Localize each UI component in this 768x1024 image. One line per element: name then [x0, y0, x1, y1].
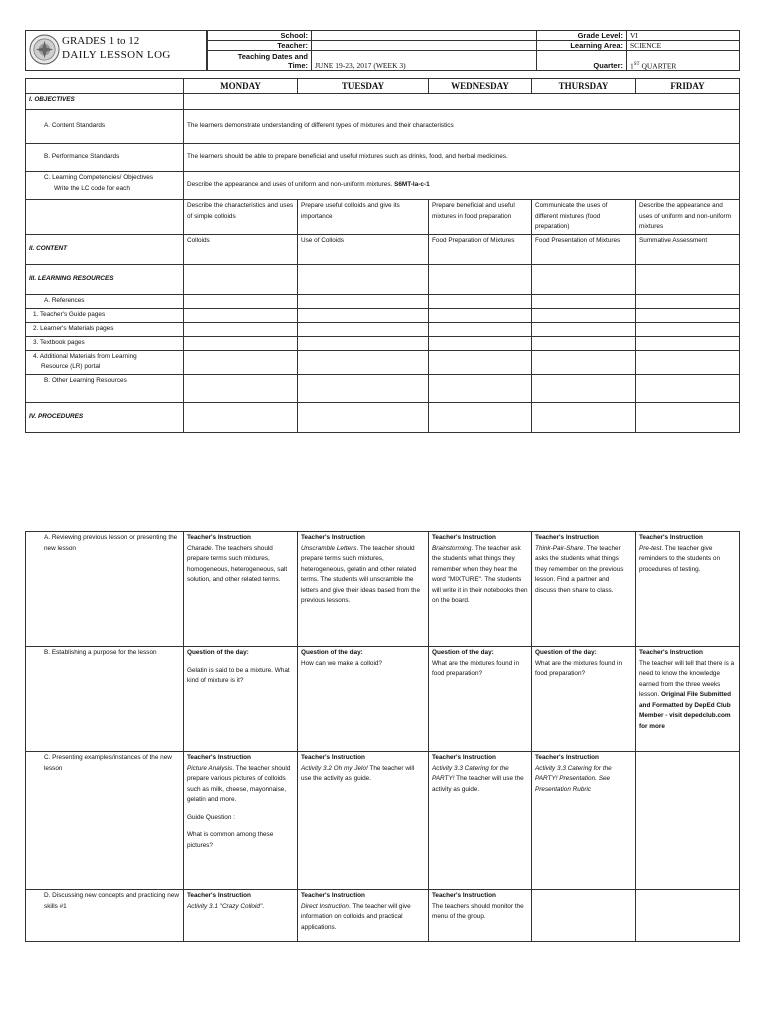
- daily-objective-blank: [26, 200, 184, 235]
- content-standards-label-text: A. Content Standards: [44, 122, 106, 130]
- procedure-b-label: B. Establishing a purpose for the lesson: [26, 647, 184, 752]
- tg-cell-mon: [184, 308, 298, 322]
- teacher-field[interactable]: [312, 41, 537, 51]
- qotd-label: Question of the day:: [301, 649, 363, 656]
- procedure-c-thu-em: Activity 3.3 Catering for the PARTY! Presentation. See Presentation Rubric: [535, 764, 612, 793]
- lm-cell-wed: [429, 322, 532, 336]
- procedure-d-tue-em: Direct Instruction: [301, 902, 349, 910]
- procedure-b-tue-text: How can we make a colloid?: [301, 659, 382, 667]
- procedures-heading-text: IV. PROCEDURES: [29, 412, 84, 420]
- quarter-label-text: Quarter:: [593, 61, 623, 70]
- school-label: School:: [208, 31, 312, 41]
- procedure-b-thursday: [532, 647, 636, 752]
- procedure-a-wed-text: . The teacher ask the students what things they remember when they hear the word "MIXTURE". The students will write it in their notebooks then on the board.: [432, 544, 528, 604]
- textbook-cell-thu: [532, 336, 636, 350]
- procedure-row-b: [26, 647, 740, 752]
- procedure-a-fri-text: . The teacher give reminders to the students on procedures of testing.: [639, 544, 720, 573]
- textbook-cell-tue: [298, 336, 429, 350]
- spacer: [187, 823, 294, 830]
- content-heading-text: II. CONTENT: [29, 244, 67, 252]
- references-cell-wed: [429, 294, 532, 308]
- logo-box: [25, 30, 207, 71]
- ti-label: Teacher's Instruction: [639, 534, 703, 541]
- spacer: [187, 806, 294, 813]
- procedure-a-friday: [636, 532, 740, 647]
- procedures-heading: [26, 402, 184, 432]
- other-cell-thu: [532, 374, 636, 402]
- ti-label: Teacher's Instruction: [432, 754, 496, 761]
- procedures-cell-tue: [298, 402, 429, 432]
- lm-cell-thu: [532, 322, 636, 336]
- procedure-row-a: [26, 532, 740, 647]
- header-info-table: [207, 30, 740, 71]
- additional-materials-line1: 4. Additional Materials from Learning: [33, 352, 137, 360]
- procedures-cell-thu: [532, 402, 636, 432]
- procedure-b-wednesday: [429, 647, 532, 752]
- content-tuesday: Use of Colloids: [298, 234, 429, 264]
- procedure-d-monday: [184, 890, 298, 942]
- additional-cell-mon: [184, 350, 298, 374]
- competencies-label: [26, 172, 184, 200]
- ti-label: Teacher's Instruction: [301, 534, 365, 541]
- deped-club-note: Original File Submitted and Formatted by DepEd Club Member - visit depedclub.com for more: [639, 691, 731, 730]
- day-monday: MONDAY: [184, 79, 298, 94]
- procedure-d-label: D. Discussing new concepts and practicing new skills #1: [26, 890, 184, 942]
- guide-question-text: What is common among these pictures?: [187, 831, 274, 849]
- day-tuesday: TUESDAY: [298, 79, 429, 94]
- procedure-d-tue-text: . The teacher will give information on colloids and practical applications.: [301, 902, 411, 931]
- procedures-cell-wed: [429, 402, 532, 432]
- procedure-d-mon-text: .: [262, 902, 264, 910]
- additional-cell-thu: [532, 350, 636, 374]
- lesson-plan-table-top: [25, 78, 740, 433]
- qotd-label: Question of the day:: [187, 649, 249, 656]
- ti-label: Teacher's Instruction: [639, 649, 703, 656]
- objectives-blank: [184, 94, 740, 110]
- learning-area-label: Learning Area:: [537, 41, 627, 51]
- procedure-c-wednesday: [429, 752, 532, 890]
- procedure-d-tuesday: [298, 890, 429, 942]
- textbook-pages-label: 3. Textbook pages: [26, 336, 184, 350]
- other-cell-tue: [298, 374, 429, 402]
- quarter-sup: ST: [633, 61, 640, 67]
- additional-materials-line2: Resource (LR) portal: [41, 363, 101, 370]
- procedure-c-tue-text: The teacher will use the activity as guide.: [301, 764, 415, 782]
- lm-cell-tue: [298, 322, 429, 336]
- qotd-label: Question of the day:: [432, 649, 494, 656]
- performance-standards-text: [184, 144, 740, 172]
- dates-label: [208, 51, 312, 71]
- content-thursday: Food Presentation of Mixtures: [532, 234, 636, 264]
- grade-level-field[interactable]: VI: [627, 31, 740, 41]
- deped-seal-icon: [29, 34, 60, 65]
- objective-thursday: Communicate the uses of different mixtures (food preparation): [532, 200, 636, 235]
- procedure-a-thu-em: Think-Pair-Share: [535, 544, 584, 552]
- procedure-d-mon-em: Activity 3.1 "Crazy Colloid": [187, 902, 263, 910]
- procedure-a-thursday: [532, 532, 636, 647]
- references-cell-thu: [532, 294, 636, 308]
- resources-cell-fri: [636, 264, 740, 294]
- school-field[interactable]: [312, 31, 537, 41]
- day-header-row: [26, 79, 740, 94]
- quarter-text: QUARTER: [639, 61, 677, 70]
- tg-cell-fri: [636, 308, 740, 322]
- competencies-label-line1: C. Learning Competencies/ Objectives: [44, 174, 154, 181]
- ti-label: Teacher's Instruction: [432, 892, 496, 899]
- lm-cell-fri: [636, 322, 740, 336]
- day-wednesday: WEDNESDAY: [429, 79, 532, 94]
- resources-cell-thu: [532, 264, 636, 294]
- procedure-a-tue-text: . The teacher should prepare terms such mixtures, heterogeneous, gelatin and other related terms. The students will unscramble the letters and give their ideas based from the previous lessons.: [301, 544, 421, 604]
- content-standards-label: [26, 110, 184, 144]
- ti-label: Teacher's Instruction: [432, 534, 496, 541]
- resources-cell-tue: [298, 264, 429, 294]
- day-thursday: THURSDAY: [532, 79, 636, 94]
- procedure-a-thu-text: . The teacher asks the students what things they remember on the previous lesson. Find a partner and discuss then share to class.: [535, 544, 624, 594]
- procedure-row-d: [26, 890, 740, 942]
- spacer: [187, 659, 294, 666]
- procedure-a-mon-text: . The teachers should prepare terms such mixtures, homogeneous, heterogeneous, salt solution, and other related terms.: [187, 544, 288, 583]
- resources-cell-wed: [429, 264, 532, 294]
- procedure-c-friday: [636, 752, 740, 890]
- procedure-d-wed-text: The teachers should monitor the menu of the group.: [432, 902, 524, 920]
- other-cell-fri: [636, 374, 740, 402]
- tg-pages-label: 1. Teacher's Guide pages: [26, 308, 184, 322]
- additional-cell-wed: [429, 350, 532, 374]
- additional-cell-tue: [298, 350, 429, 374]
- form-title-line2: DAILY LESSON LOG: [62, 49, 171, 61]
- textbook-cell-wed: [429, 336, 532, 350]
- competencies-text: [184, 172, 740, 200]
- objectives-heading: I. OBJECTIVES: [26, 94, 184, 110]
- competencies-label-line2: Write the LC code for each: [54, 184, 130, 192]
- tg-cell-tue: [298, 308, 429, 322]
- day-friday: FRIDAY: [636, 79, 740, 94]
- ti-label: Teacher's Instruction: [187, 892, 251, 899]
- dates-label-line1: Teaching Dates and: [237, 51, 308, 61]
- competencies-value: Describe the appearance and uses of uniform and non-uniform mixtures.: [187, 181, 393, 189]
- textbook-cell-fri: [636, 336, 740, 350]
- ti-label: Teacher's Instruction: [535, 754, 599, 761]
- content-wednesday: Food Preparation of Mixtures: [429, 234, 532, 264]
- objective-friday: Describe the appearance and uses of uniform and non-uniform mixtures: [636, 200, 740, 235]
- procedure-row-c: [26, 752, 740, 890]
- procedure-a-monday: [184, 532, 298, 647]
- grade-level-label: Grade Level:: [537, 31, 627, 41]
- form-title-line1: GRADES 1 to 12: [62, 35, 140, 47]
- tg-cell-wed: [429, 308, 532, 322]
- procedure-d-thursday: [532, 890, 636, 942]
- procedure-a-wednesday: [429, 532, 532, 647]
- resources-heading-text: III. LEARNING RESOURCES: [29, 274, 114, 282]
- references-cell-mon: [184, 294, 298, 308]
- resources-heading: [26, 264, 184, 294]
- ti-label: Teacher's Instruction: [535, 534, 599, 541]
- objective-monday: Describe the characteristics and uses of simple colloids: [184, 200, 298, 235]
- ti-label: Teacher's Instruction: [301, 754, 365, 761]
- lesson-plan-table-procedures: [25, 531, 740, 942]
- dates-value: JUNE 19-23, 2017 (WEEK 3): [315, 61, 406, 70]
- performance-standards-label-text: B. Performance Standards: [44, 153, 120, 161]
- procedure-b-thu-text: What are the mixtures found in food preparation?: [535, 659, 623, 677]
- ti-label: Teacher's Instruction: [187, 754, 251, 761]
- procedure-a-label: A. Reviewing previous lesson or presenting the new lesson: [26, 532, 184, 647]
- procedure-c-label: C. Presenting examples/instances of the new lesson: [26, 752, 184, 890]
- procedure-c-mon-text: . The teacher should prepare various pictures of colloids such as milk, cheese, mayonnaise, gelatin and more.: [187, 764, 291, 803]
- procedure-c-tuesday: [298, 752, 429, 890]
- procedure-c-wed-em: Activity 3.3 Catering for the PARTY!: [432, 764, 509, 782]
- procedures-cell-fri: [636, 402, 740, 432]
- ti-label: Teacher's Instruction: [187, 534, 251, 541]
- performance-standards-label: [26, 144, 184, 172]
- content-standards-text: [184, 110, 740, 144]
- dates-field[interactable]: [312, 51, 537, 71]
- procedure-b-monday: [184, 647, 298, 752]
- textbook-cell-mon: [184, 336, 298, 350]
- procedures-cell-mon: [184, 402, 298, 432]
- procedure-b-fri-text: The teacher will tell that there is a need to know the knowledge earned from the three weeks lesson.: [639, 659, 735, 698]
- other-cell-wed: [429, 374, 532, 402]
- quarter-label: [537, 51, 627, 71]
- teacher-label: Teacher:: [208, 41, 312, 51]
- lm-cell-mon: [184, 322, 298, 336]
- procedure-b-tuesday: [298, 647, 429, 752]
- content-friday: Summative Assessment: [636, 234, 740, 264]
- procedure-c-mon-em: Picture Analysis: [187, 764, 233, 772]
- procedure-a-wed-em: Brainstorming: [432, 544, 472, 552]
- quarter-num: 1: [630, 61, 634, 70]
- procedure-c-monday: [184, 752, 298, 890]
- objective-tuesday: Prepare useful colloids and give its importance: [298, 200, 429, 235]
- references-cell-tue: [298, 294, 429, 308]
- procedure-d-wednesday: [429, 890, 532, 942]
- procedure-c-wed-text: The teacher will use the activity as guide.: [432, 775, 524, 793]
- guide-question-label: Guide Question :: [187, 813, 235, 821]
- competency-code: S6MT-Ia-c-1: [394, 181, 430, 189]
- resources-cell-mon: [184, 264, 298, 294]
- procedure-c-thursday: [532, 752, 636, 890]
- dates-label-line2: Time:: [288, 60, 308, 70]
- procedure-a-tuesday: [298, 532, 429, 647]
- procedure-d-friday: [636, 890, 740, 942]
- performance-standards-value: The learners should be able to prepare beneficial and useful mixtures such as drinks, food, and herbal medicines.: [187, 153, 508, 161]
- content-standards-value: The learners demonstrate understanding of different types of mixtures and their characteristics: [187, 122, 454, 130]
- references-cell-fri: [636, 294, 740, 308]
- procedure-b-wed-text: What are the mixtures found in food preparation?: [432, 659, 520, 677]
- quarter-field[interactable]: [627, 51, 740, 71]
- references-label: A. References: [26, 294, 184, 308]
- other-resources-label: B. Other Learning Resources: [26, 374, 184, 402]
- content-monday: Colloids: [184, 234, 298, 264]
- procedure-a-tue-em: Unscramble Letters: [301, 544, 357, 552]
- ti-label: Teacher's Instruction: [301, 892, 365, 899]
- additional-cell-fri: [636, 350, 740, 374]
- content-heading: [26, 234, 184, 264]
- procedure-b-mon-text: Gelatin is said to be a mixture. What kind of mixture is it?: [187, 666, 290, 684]
- other-cell-mon: [184, 374, 298, 402]
- additional-materials-label: [26, 350, 184, 374]
- procedure-b-friday: [636, 647, 740, 752]
- objective-wednesday: Prepare beneficial and useful mixtures in food preparation: [429, 200, 532, 235]
- procedure-c-tue-em: Activity 3.2 Oh my Jelo!: [301, 764, 368, 772]
- procedure-a-mon-em: Charade: [187, 544, 212, 552]
- procedure-a-fri-em: Pre-test: [639, 544, 662, 552]
- tg-cell-thu: [532, 308, 636, 322]
- day-header-blank: [26, 79, 184, 94]
- lm-pages-label: 2. Learner's Materials pages: [26, 322, 184, 336]
- learning-area-field[interactable]: SCIENCE: [627, 41, 740, 51]
- qotd-label: Question of the day:: [535, 649, 597, 656]
